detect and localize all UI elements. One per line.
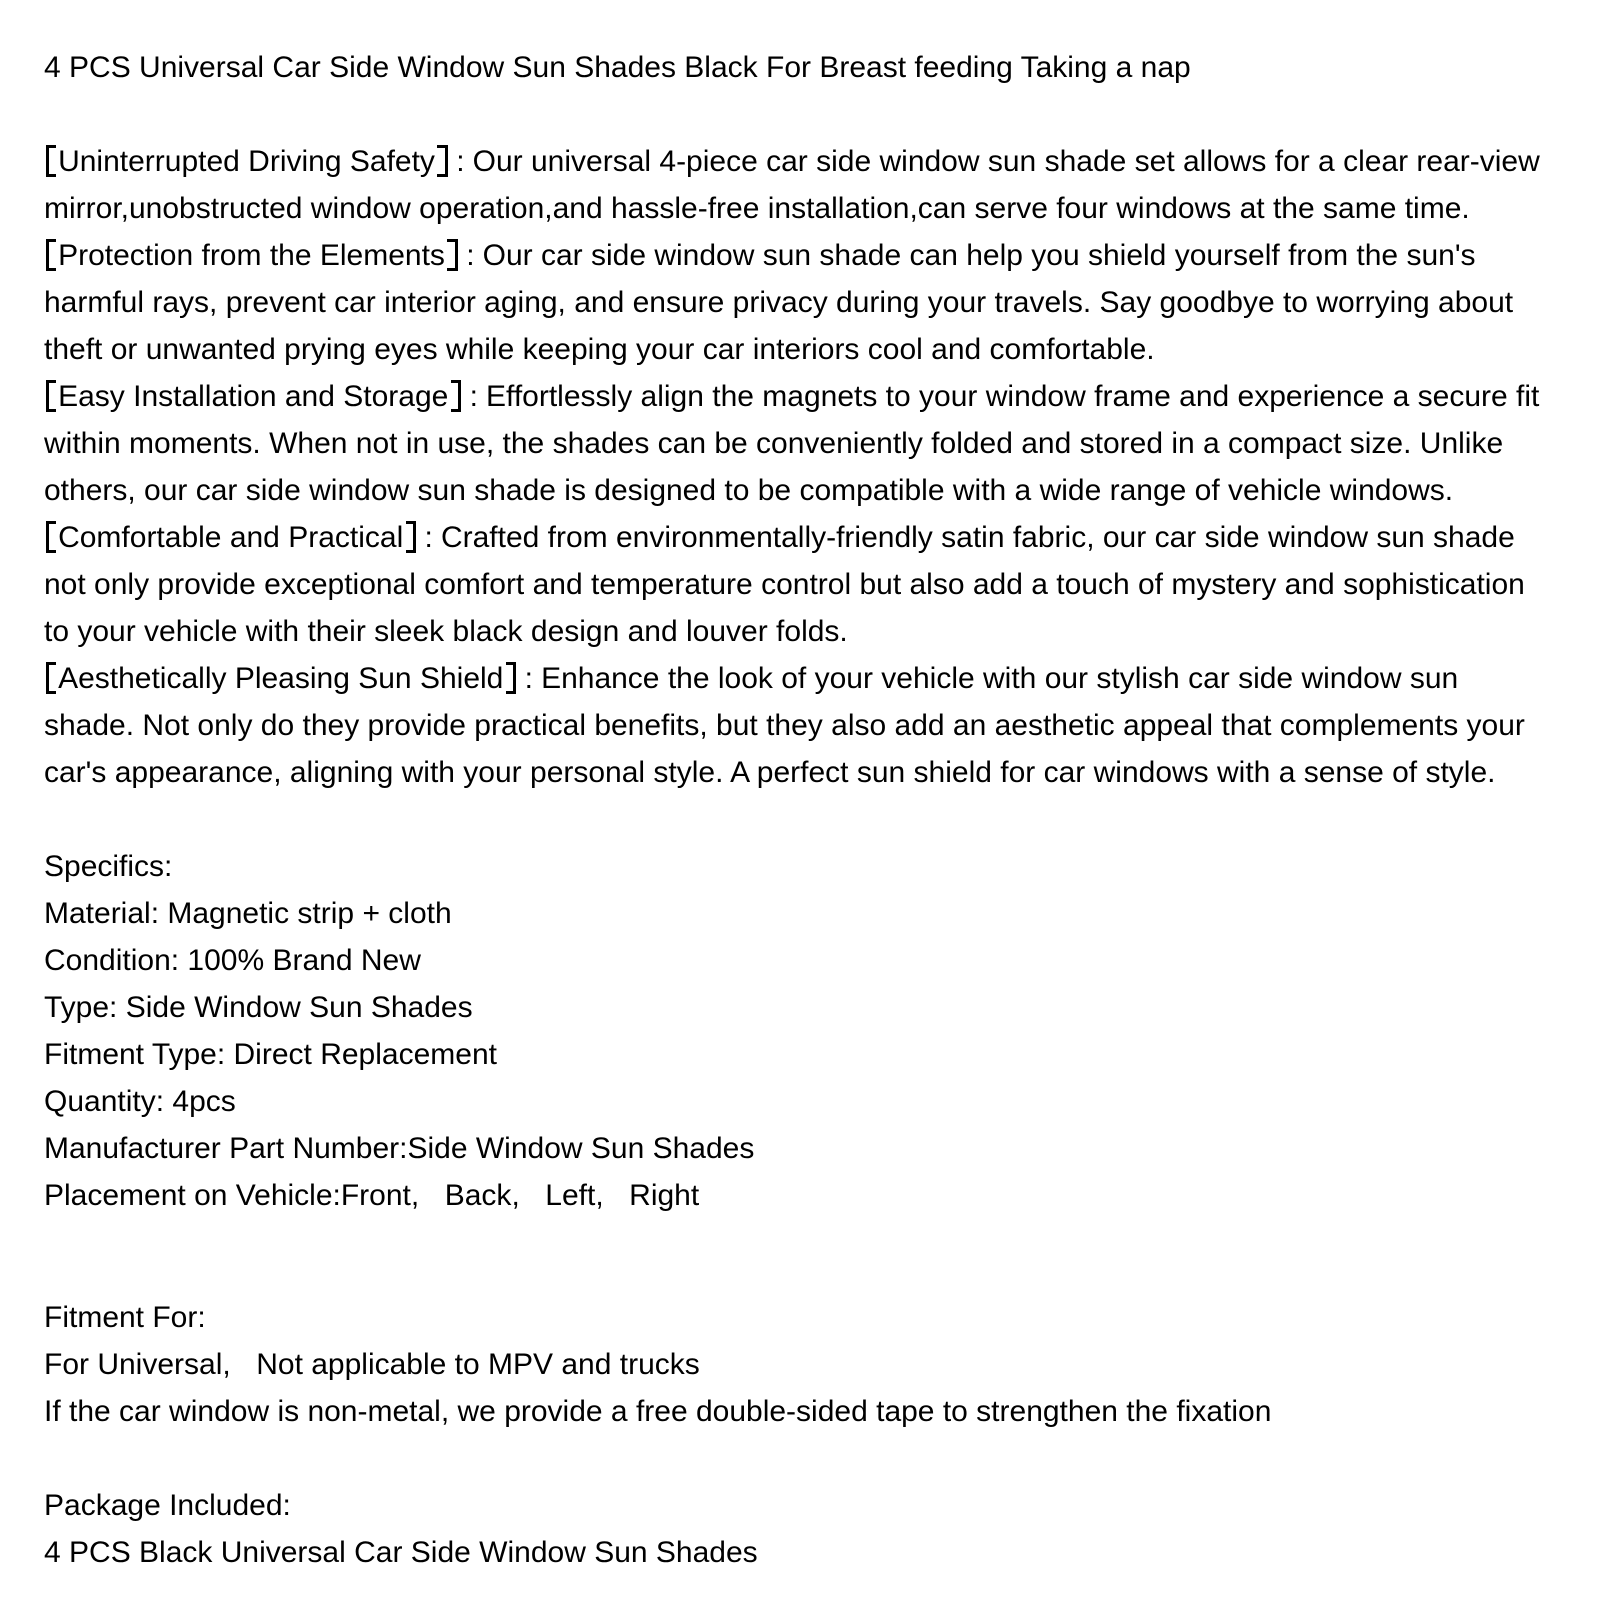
lenticular-bracket-close-icon [447,239,457,271]
fullwidth-comma: , [222,1348,231,1381]
feature-colon: : [524,662,533,695]
spacer [44,796,1556,843]
product-title: 4 PCS Universal Car Side Window Sun Shades Black For Breast feeding Taking a nap [44,51,1191,84]
fitment-universal: For Universal [44,1348,223,1381]
specifics-section [44,843,1556,1219]
fitment-line-universal [44,1341,1556,1388]
spec-placement-label: Placement on Vehicle: [44,1179,341,1212]
feature-body: Enhance the look of your vehicle with our stylish car side window sun shade. Not only do they provide practical benefits, but they also add an aesthetic appeal that complements your car's appearance, aligning with your personal style. A perfect sun shield for car windows with a sense of style. [44,662,1525,789]
specifics-heading: Specifics: [44,850,173,883]
lenticular-bracket-close-icon [437,145,447,177]
lenticular-bracket-open-icon [46,380,56,412]
feature-heading: Aesthetically Pleasing Sun Shield [58,662,504,695]
spec-placement-left: Left [545,1179,596,1212]
fitment-line-tape-note: If the car window is non-metal, we provide a free double-sided tape to strengthen the fixation [44,1395,1272,1428]
package-item: 4 PCS Black Universal Car Side Window Sun Shades [44,1536,758,1569]
spec-quantity: Quantity: 4pcs [44,1085,236,1118]
feature-heading: Uninterrupted Driving Safety [58,145,435,178]
lenticular-bracket-open-icon [46,521,56,553]
lenticular-bracket-close-icon [406,521,416,553]
spec-type: Type: Side Window Sun Shades [44,991,473,1024]
fitment-section [44,1294,1556,1435]
fullwidth-comma: , [595,1179,604,1212]
lenticular-bracket-open-icon [46,662,56,694]
spec-placement-back: Back [444,1179,512,1212]
spec-placement-right: Right [629,1179,700,1212]
feature-paragraph [44,138,1556,232]
spec-placement [44,1172,1556,1219]
feature-paragraph [44,373,1556,514]
spacer [44,1219,1556,1294]
feature-paragraph [44,232,1556,373]
fitment-not-applicable: Not applicable to MPV and trucks [256,1348,700,1381]
feature-body: Effortlessly align the magnets to your window frame and experience a secure fit within moments. When not in use, the shades can be conveniently folded and stored in a compact size. Unlike others, our car side window sun shade is designed to be compatible with a wide range of vehicle windows. [44,380,1540,507]
feature-colon: : [469,380,478,413]
spacer [44,1435,1556,1482]
spec-material: Material: Magnetic strip + cloth [44,897,452,930]
spacer [44,91,1556,138]
feature-colon: : [424,521,433,554]
fullwidth-comma: , [511,1179,520,1212]
feature-paragraph [44,655,1556,796]
package-heading: Package Included: [44,1489,291,1522]
spec-fitment-type: Fitment Type: Direct Replacement [44,1038,497,1071]
feature-colon: : [466,239,475,272]
spec-placement-front: Front [340,1179,411,1212]
spec-condition: Condition: 100% Brand New [44,944,421,977]
feature-heading: Easy Installation and Storage [58,380,449,413]
lenticular-bracket-close-icon [451,380,461,412]
feature-colon: : [456,145,465,178]
spec-part-number: Manufacturer Part Number:Side Window Sun Shades [44,1132,755,1165]
feature-paragraph [44,514,1556,655]
feature-body: Our car side window sun shade can help you shield yourself from the sun's harmful rays, prevent car interior aging, and ensure privacy during your travels. Say goodbye to worrying about theft or unwanted prying eyes while keeping your car interiors cool and comfortable. [44,239,1514,366]
lenticular-bracket-open-icon [46,239,56,271]
feature-heading: Comfortable and Practical [58,521,404,554]
fitment-heading: Fitment For: [44,1301,206,1334]
lenticular-bracket-open-icon [46,145,56,177]
fullwidth-comma: , [410,1179,420,1212]
feature-body: Our universal 4-piece car side window sun shade set allows for a clear rear-view mirror,unobstructed window operation,and hassle-free installation,can serve four windows at the same time. [44,145,1540,225]
feature-heading: Protection from the Elements [58,239,445,272]
feature-list [44,138,1556,796]
package-section [44,1482,1556,1576]
feature-body: Crafted from environmentally-friendly satin fabric, our car side window sun shade not only provide exceptional comfort and temperature control but also add a touch of mystery and sophistication to your vehicle with their sleek black design and louver folds. [44,521,1525,648]
lenticular-bracket-close-icon [506,662,516,694]
